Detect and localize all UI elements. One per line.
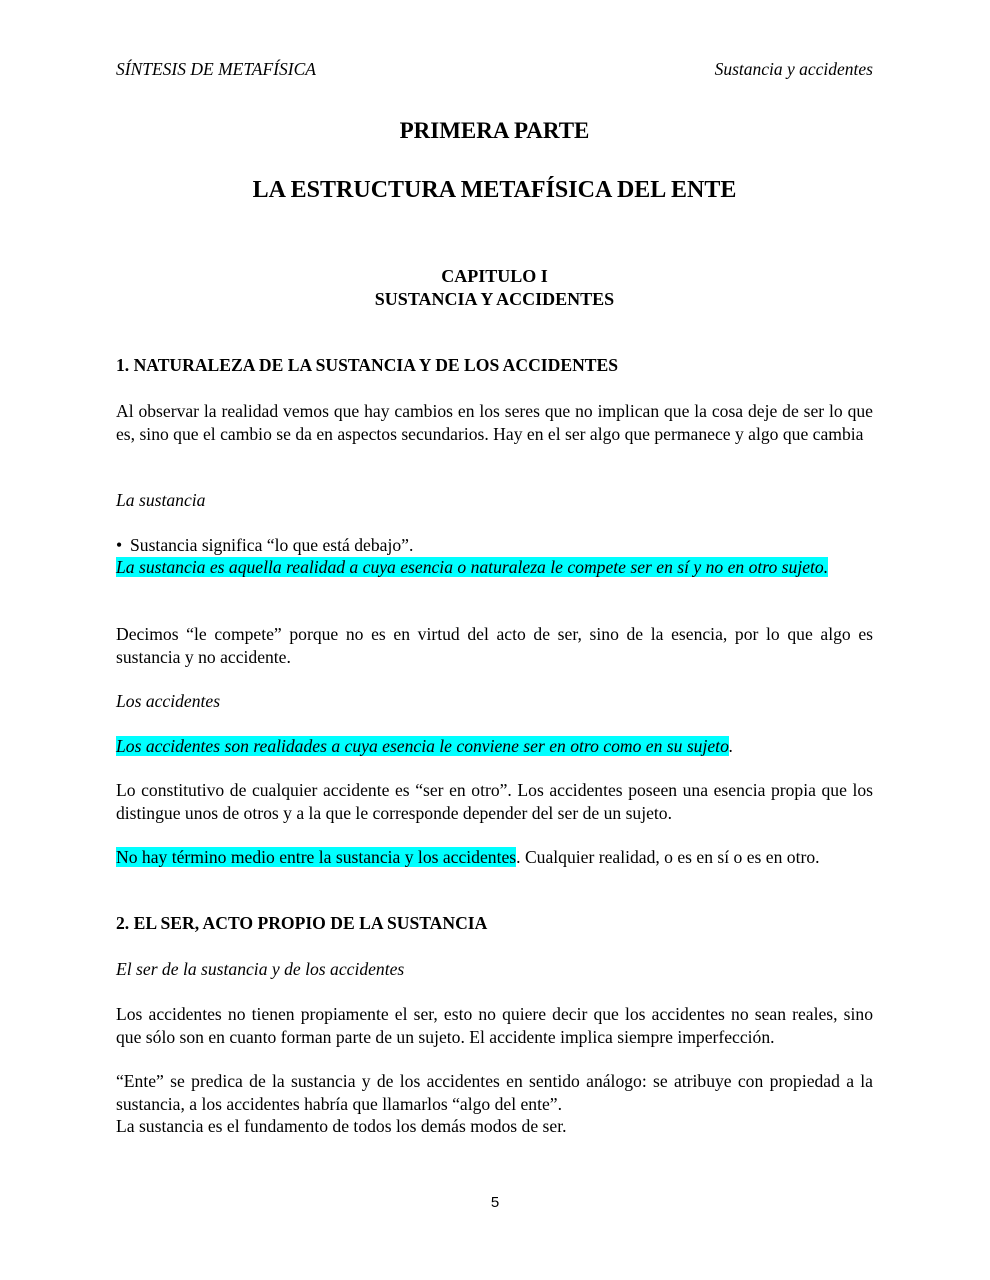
- bullet-text: Sustancia significa “lo que está debajo”.: [130, 535, 414, 555]
- definition-accidentes-end: .: [728, 736, 734, 756]
- definition-accidentes: [116, 735, 873, 758]
- highlight-definition-sustancia: La sustancia es aquella realidad a cuya esencia o naturaleza le compete ser en sí y no en otro sujeto.: [116, 557, 829, 577]
- page-number: 5: [490, 1194, 500, 1211]
- part-title: PRIMERA PARTE: [399, 118, 590, 143]
- subheading-ser: El ser de la sustancia y de los accidentes: [116, 959, 405, 979]
- section-heading-1: 1. NATURALEZA DE LA SUSTANCIA Y DE LOS ACCIDENTES: [116, 355, 619, 375]
- chapter-number: CAPITULO I: [441, 266, 548, 286]
- highlight-definition-accidentes: Los accidentes son realidades a cuya esencia le conviene ser en otro como en su sujeto: [116, 736, 729, 756]
- subheading-accidentes: Los accidentes: [116, 691, 221, 711]
- paragraph-no-termino-medio: [116, 846, 873, 869]
- paragraph-accidentes-ser: Los accidentes no tienen propiamente el ser, esto no quiere decir que los accidentes no sean reales, sino que sólo son en cuanto forman parte de un sujeto. El accidente implica siempre imperfección.: [116, 1004, 873, 1047]
- subheading-sustancia: La sustancia: [116, 490, 206, 510]
- chapter-name: SUSTANCIA Y ACCIDENTES: [374, 289, 615, 309]
- paragraph-ente: “Ente” se predica de la sustancia y de los accidentes en sentido análogo: se atribuye con propiedad a la sustancia, a los accidentes habría que llamarlos “algo del ente”.: [116, 1071, 873, 1114]
- running-header-right: Sustancia y accidentes: [714, 59, 873, 79]
- paragraph-constitutivo: Lo constitutivo de cualquier accidente es “ser en otro”. Los accidentes poseen una esencia propia que los distingue unos de otros y a la que le corresponde depender del ser de un sujeto.: [116, 780, 873, 823]
- paragraph-fundamento: La sustancia es el fundamento de todos los demás modos de ser.: [116, 1116, 567, 1136]
- section-heading-2: 2. EL SER, ACTO PROPIO DE LA SUSTANCIA: [116, 913, 488, 933]
- bullet-item: [116, 534, 873, 557]
- bullet-icon: •: [116, 535, 123, 555]
- no-termino-medio-rest: . Cualquier realidad, o es en sí o es en otro.: [516, 847, 820, 867]
- paragraph-le-compete: Decimos “le compete” porque no es en virtud del acto de ser, sino de la esencia, por lo que algo es sustancia y no accidente.: [116, 624, 873, 667]
- chapter-heading: [116, 265, 873, 311]
- highlight-no-termino-medio: No hay término medio entre la sustancia y los accidentes: [116, 847, 517, 867]
- main-title: LA ESTRUCTURA METAFÍSICA DEL ENTE: [252, 177, 737, 203]
- paragraph-intro: Al observar la realidad vemos que hay cambios en los seres que no implican que la cosa deje de ser lo que es, sino que el cambio se da en aspectos secundarios. Hay en el ser algo que permanece y algo que cambia: [116, 401, 873, 444]
- running-header-left: SÍNTESIS DE METAFÍSICA: [116, 59, 316, 79]
- definition-sustancia: [116, 556, 873, 579]
